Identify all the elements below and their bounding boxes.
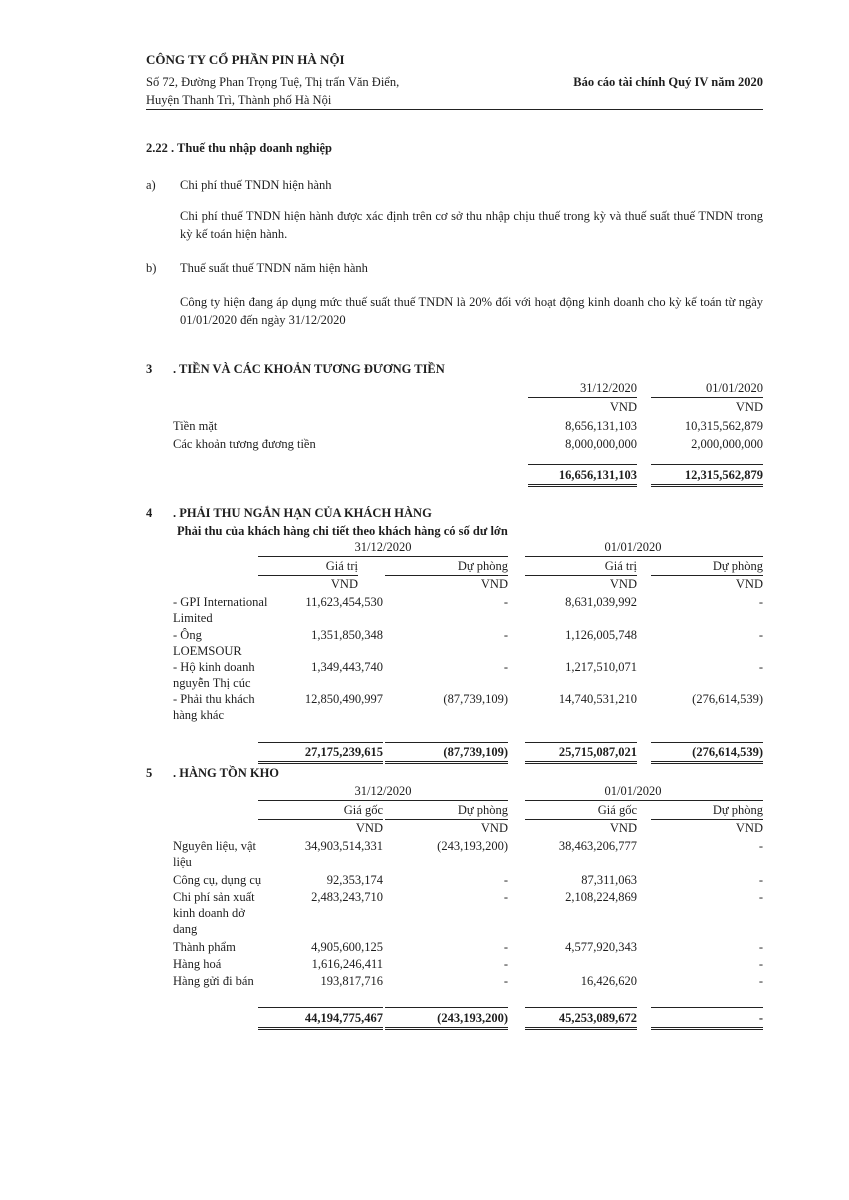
s3-row-v2: 10,315,562,879 xyxy=(684,419,763,433)
s5-group1-date: 31/12/2020 xyxy=(354,784,412,798)
section-3-number: 3 xyxy=(146,362,153,376)
s3-col2-currency: VND xyxy=(735,400,763,414)
s5-row-label-cont: liệu xyxy=(173,855,192,869)
item-b-title: Thuế suất thuế TNDN năm hiện hành xyxy=(180,261,368,275)
s5-row-p2: - xyxy=(758,873,763,887)
item-a-marker: a) xyxy=(146,178,156,192)
s5-row-v1: 34,903,514,331 xyxy=(304,839,383,853)
s3-total-v2: 12,315,562,879 xyxy=(684,468,763,482)
s3-total-v1: 16,656,131,103 xyxy=(558,468,637,482)
s4-row-v1: 12,850,490,997 xyxy=(304,692,383,706)
report-title: Báo cáo tài chính Quý IV năm 2020 xyxy=(573,75,763,89)
s4-row-v2: 8,631,039,992 xyxy=(565,595,637,609)
s5-total-double-rule xyxy=(651,1027,763,1030)
s4-row-p1: - xyxy=(503,628,508,642)
s4-row-label-cont: Limited xyxy=(173,611,213,625)
s5-col-rule xyxy=(258,819,383,820)
s3-row-label: Các khoản tương đương tiền xyxy=(173,437,316,451)
s3-col2-rule xyxy=(651,397,763,398)
s5-group2-rule xyxy=(525,800,763,801)
s5-total-v2: 45,253,089,672 xyxy=(558,1011,637,1025)
s5-row-p1: - xyxy=(503,957,508,971)
s4-group1-rule xyxy=(258,556,508,557)
s5-row-v1: 92,353,174 xyxy=(326,873,383,887)
s4-currency: VND xyxy=(480,577,508,591)
section-4-subtitle: Phải thu của khách hàng chi tiết theo khách hàng có số dư lớn xyxy=(177,524,508,538)
s4-total-double-rule xyxy=(258,761,383,764)
s4-total-double-rule xyxy=(651,761,763,764)
s3-col2-date: 01/01/2020 xyxy=(706,381,763,395)
s3-total-rule-top xyxy=(528,464,637,465)
s5-col-cost: Giá gốc xyxy=(597,803,637,817)
s4-total-v2: 25,715,087,021 xyxy=(558,745,637,759)
s4-row-p2: (276,614,539) xyxy=(692,692,763,706)
s5-row-p1: - xyxy=(503,974,508,988)
s5-row-label-cont: dang xyxy=(173,922,198,936)
s5-row-v1: 1,616,246,411 xyxy=(311,957,383,971)
item-a-text: Chi phí thuế TNDN hiện hành được xác định trên cơ sở thu nhập chịu thuế trong kỳ và thuế suất thuế TNDN trong kỳ kế toán hiện hành. xyxy=(180,209,763,241)
s5-col-provision: Dự phòng xyxy=(457,803,508,817)
s5-currency: VND xyxy=(609,821,637,835)
s5-col-rule xyxy=(525,819,637,820)
s4-col-provision: Dự phòng xyxy=(712,559,763,573)
s4-col-provision: Dự phòng xyxy=(457,559,508,573)
s3-row-v1: 8,656,131,103 xyxy=(565,419,637,433)
s4-row-label: - Ông xyxy=(173,628,202,642)
s5-total-double-rule xyxy=(258,1027,383,1030)
s5-total-double-rule xyxy=(385,1027,508,1030)
s3-total-double-rule xyxy=(528,484,637,487)
s4-total-rule-top xyxy=(651,742,763,743)
s5-currency: VND xyxy=(480,821,508,835)
s5-group1-rule xyxy=(258,800,508,801)
s5-total-double-rule xyxy=(525,1027,637,1030)
s4-row-v1: 1,349,443,740 xyxy=(311,660,383,674)
s4-row-p2: - xyxy=(758,595,763,609)
s4-row-p2: - xyxy=(758,660,763,674)
s4-row-label-cont: nguyễn Thị cúc xyxy=(173,676,251,690)
s4-currency: VND xyxy=(330,577,358,591)
s5-row-p2: - xyxy=(758,957,763,971)
s5-row-label: Nguyên liệu, vật xyxy=(173,839,256,853)
s4-group2-rule xyxy=(525,556,763,557)
s4-currency: VND xyxy=(735,577,763,591)
s3-row-label: Tiền mặt xyxy=(173,419,218,433)
s4-row-label: - Phải thu khách xyxy=(173,692,255,706)
s5-currency: VND xyxy=(735,821,763,835)
s4-total-v1: 27,175,239,615 xyxy=(304,745,383,759)
s4-row-label-cont: hàng khác xyxy=(173,708,225,722)
section-5-number: 5 xyxy=(146,766,153,780)
s4-row-v2: 1,126,005,748 xyxy=(565,628,637,642)
s5-row-v1: 193,817,716 xyxy=(320,974,383,988)
s5-group2-date: 01/01/2020 xyxy=(604,784,662,798)
s4-row-label-cont: LOEMSOUR xyxy=(173,644,242,658)
s5-row-label: Hàng hoá xyxy=(173,957,222,971)
s5-total-rule-top xyxy=(385,1007,508,1008)
s4-total-p2: (276,614,539) xyxy=(692,745,763,759)
s5-total-p1: (243,193,200) xyxy=(437,1011,508,1025)
company-address-line2: Huyện Thanh Trì, Thành phố Hà Nội xyxy=(146,93,332,107)
s4-total-double-rule xyxy=(385,761,508,764)
s4-total-p1: (87,739,109) xyxy=(443,745,508,759)
s5-row-p1: - xyxy=(503,873,508,887)
s4-row-p1: - xyxy=(503,660,508,674)
s5-row-v2: 38,463,206,777 xyxy=(558,839,637,853)
s4-total-double-rule xyxy=(525,761,637,764)
s5-row-p1: - xyxy=(503,940,508,954)
s4-row-v1: 1,351,850,348 xyxy=(311,628,383,642)
s5-row-v2: 16,426,620 xyxy=(580,974,637,988)
section-2-22-title: 2.22 . Thuế thu nhập doanh nghiệp xyxy=(146,141,332,155)
s3-col1-date: 31/12/2020 xyxy=(580,381,637,395)
s5-row-label: Thành phẩm xyxy=(173,940,236,954)
s5-col-provision: Dự phòng xyxy=(712,803,763,817)
s5-row-v2: 4,577,920,343 xyxy=(565,940,637,954)
header-divider xyxy=(146,109,763,110)
section-4-number: 4 xyxy=(146,506,153,520)
s4-row-p1: (87,739,109) xyxy=(443,692,508,706)
s4-col-rule xyxy=(651,575,763,576)
s4-row-label: - Hộ kinh doanh xyxy=(173,660,255,674)
s3-total-rule-top xyxy=(651,464,763,465)
s3-total-double-rule xyxy=(651,484,763,487)
s5-total-rule-top xyxy=(651,1007,763,1008)
s4-total-rule-top xyxy=(258,742,383,743)
s4-row-v2: 1,217,510,071 xyxy=(565,660,637,674)
s5-currency: VND xyxy=(355,821,383,835)
s4-row-p2: - xyxy=(758,628,763,642)
s4-currency: VND xyxy=(609,577,637,591)
s4-col-rule xyxy=(525,575,637,576)
s5-total-rule-top xyxy=(258,1007,383,1008)
s5-row-label: Công cụ, dụng cụ xyxy=(173,873,262,887)
item-b-marker: b) xyxy=(146,261,157,275)
section-5-title: . HÀNG TỒN KHO xyxy=(173,766,280,780)
s4-col-rule xyxy=(258,575,358,576)
company-address-line1: Số 72, Đường Phan Trọng Tuệ, Thị trấn Văn Điển, xyxy=(146,75,400,89)
s4-col-value: Giá trị xyxy=(604,559,637,573)
section-3-title: . TIỀN VÀ CÁC KHOẢN TƯƠNG ĐƯƠNG TIỀN xyxy=(173,362,445,376)
s4-total-rule-top xyxy=(525,742,637,743)
s5-col-rule xyxy=(385,819,508,820)
s5-row-p2: - xyxy=(758,940,763,954)
s5-col-rule xyxy=(651,819,763,820)
s4-total-rule-top xyxy=(385,742,508,743)
s5-row-p1: (243,193,200) xyxy=(437,839,508,853)
s5-total-rule-top xyxy=(525,1007,637,1008)
section-4-title: . PHẢI THU NGẮN HẠN CỦA KHÁCH HÀNG xyxy=(173,506,432,520)
s4-row-label: - GPI International xyxy=(173,595,268,609)
s5-row-label: Hàng gửi đi bán xyxy=(173,974,254,988)
s4-col-value: Giá trị xyxy=(325,559,358,573)
item-a-title: Chi phí thuế TNDN hiện hành xyxy=(180,178,332,192)
s5-row-label-cont: kinh doanh dở xyxy=(173,906,245,920)
s5-row-v2: 87,311,063 xyxy=(581,873,637,887)
s5-row-v1: 4,905,600,125 xyxy=(311,940,383,954)
s3-row-v1: 8,000,000,000 xyxy=(565,437,637,451)
item-b-text: Công ty hiện đang áp dụng mức thuế suất thuế TNDN là 20% đối với hoạt động kinh doanh cho kỳ kế toán từ ngày 01/01/2020 đến ngày 31/12/2020 xyxy=(180,295,763,327)
s4-col-rule xyxy=(385,575,508,576)
s4-row-v1: 11,623,454,530 xyxy=(305,595,383,609)
s5-row-v2: 2,108,224,869 xyxy=(565,890,637,904)
s5-total-v1: 44,194,775,467 xyxy=(304,1011,383,1025)
company-name: CÔNG TY CỔ PHẦN PIN HÀ NỘI xyxy=(146,52,345,67)
s4-row-p1: - xyxy=(503,595,508,609)
s5-row-p2: - xyxy=(758,890,763,904)
s5-row-v1: 2,483,243,710 xyxy=(311,890,383,904)
s5-row-p2: - xyxy=(758,974,763,988)
s5-col-cost: Giá gốc xyxy=(343,803,383,817)
s4-row-v2: 14,740,531,210 xyxy=(558,692,637,706)
s3-row-v2: 2,000,000,000 xyxy=(691,437,763,451)
s5-total-p2: - xyxy=(758,1011,763,1025)
s3-col1-currency: VND xyxy=(609,400,637,414)
s4-group1-date: 31/12/2020 xyxy=(354,540,412,554)
s5-row-p1: - xyxy=(503,890,508,904)
s4-group2-date: 01/01/2020 xyxy=(604,540,662,554)
s5-row-p2: - xyxy=(758,839,763,853)
s3-col1-rule xyxy=(528,397,637,398)
s5-row-label: Chi phí sản xuất xyxy=(173,890,255,904)
